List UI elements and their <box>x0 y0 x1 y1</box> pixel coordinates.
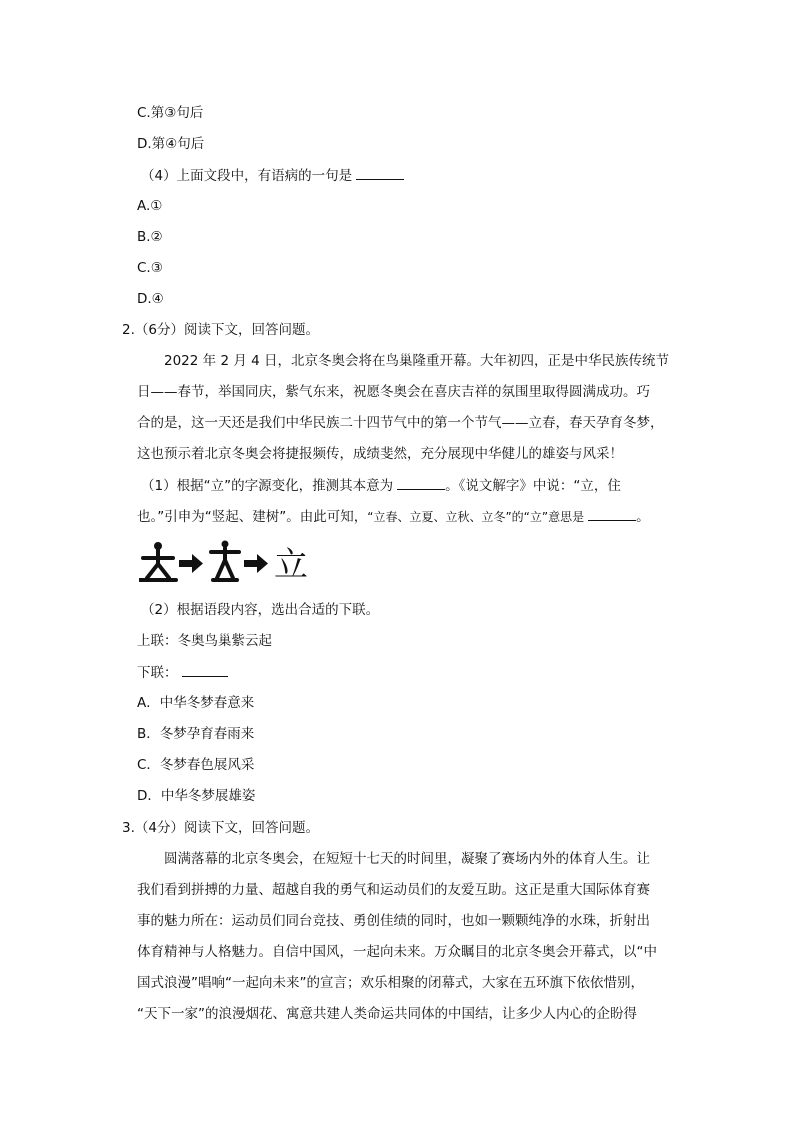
q2-sub1-line-2 <box>137 506 650 527</box>
q2-lower-couplet <box>137 662 228 683</box>
q3-header: 3.（4分）阅读下文，回答问题。 <box>122 820 319 836</box>
q2-sub1-end: 。 <box>636 509 650 525</box>
answer-blank[interactable] <box>182 662 228 677</box>
q3-para-line-3: 事的魅力所在：运动员们同台竞技、勇创佳绩的同时，也如一颗颗纯净的水珠，折射出 <box>137 913 650 929</box>
q3-para-line-4: 体育精神与人格魅力。自信中国风，一起向未来。万众瞩目的北京冬奥会开幕式，以“中 <box>137 944 657 960</box>
q1-sub4-text: （4）上面文段中，有语病的一句是 <box>141 168 353 184</box>
q2-para-line-4: 这也预示着北京冬奥会将捷报频传，成绩斐然，充分展现中华健儿的雄姿与风采！ <box>137 446 623 462</box>
q3-para-line-1: 圆满落幕的北京冬奥会，在短短十七天的时间里，凝聚了赛场内外的体育人生。让 <box>164 851 650 867</box>
q2-choice-c: C．冬梦春色展风采 <box>137 757 255 773</box>
q1-sub4-choice-d: D.④ <box>137 291 164 307</box>
q2-para-line-2: 日——春节，举国同庆，紫气东来，祝愿冬奥会在喜庆吉祥的氛围里取得圆满成功。巧 <box>137 384 650 400</box>
q3-para-line-5: 国式浪漫”唱响“一起向未来”的宣言；欢乐相聚的闭幕式，大家在五环旗下依依惜别， <box>137 975 644 991</box>
q2-sub2: （2）根据语段内容，选出合适的下联。 <box>141 602 380 618</box>
q2-sub1-text-b: 。《说文解字》中说：“立，住 <box>445 478 621 494</box>
answer-blank[interactable] <box>397 475 445 490</box>
q1-option-d: D.第④句后 <box>137 136 205 152</box>
answer-blank[interactable] <box>588 506 636 521</box>
q1-option-c: C.第③句后 <box>137 105 204 121</box>
q2-para-line-1: 2022 年 2 月 4 日，北京冬奥会将在鸟巢隆重开幕。大年初四，正是中华民族传统节 <box>164 353 669 369</box>
q1-sub4 <box>141 165 404 186</box>
right-arrow-icon <box>179 554 203 573</box>
modern-character: 立 <box>274 545 308 584</box>
q2-lower-label: 下联： <box>137 665 178 681</box>
character-evolution-figure <box>139 538 329 584</box>
answer-blank[interactable] <box>356 165 404 180</box>
q2-sub1-text-d: “立春、立夏、立秋、立冬”的“立”意思是 <box>367 510 585 524</box>
q3-para-line-6: “天下一家”的浪漫烟花、寓意共建人类命运共同体的中国结，让多少人内心的企盼得 <box>137 1006 637 1022</box>
q2-para-line-3: 合的是，这一天还是我们中华民族二十四节气中的第一个节气——立春，春天孕育冬梦， <box>137 415 664 431</box>
q2-header: 2.（6分）阅读下文，回答问题。 <box>122 322 319 338</box>
q1-sub4-choice-a: A.① <box>137 198 163 214</box>
bronze-character <box>211 541 239 581</box>
q2-choice-a: A．中华冬梦春意来 <box>137 695 255 711</box>
q1-sub4-choice-c: C.③ <box>137 260 163 276</box>
q2-sub1-line-1 <box>141 475 621 496</box>
q2-sub1-text-a: （1）根据“立”的字源变化，推测其本意为 <box>141 478 394 494</box>
right-arrow-icon <box>244 554 268 573</box>
q1-sub4-choice-b: B.② <box>137 229 163 245</box>
q2-sub1-text-c: 也。”引申为“竖起、建树”。由此可知， <box>137 509 368 525</box>
q2-upper-couplet: 上联：冬奥鸟巢紫云起 <box>137 633 272 649</box>
q2-choice-b: B．冬梦孕育春雨来 <box>137 726 255 742</box>
q2-choice-d: D．中华冬梦展雄姿 <box>137 788 256 804</box>
q3-para-line-2: 我们看到拼搏的力量、超越自我的勇气和运动员们的友爱互助。这正是重大国际体育赛 <box>137 882 650 898</box>
oracle-bone-character <box>140 542 176 580</box>
